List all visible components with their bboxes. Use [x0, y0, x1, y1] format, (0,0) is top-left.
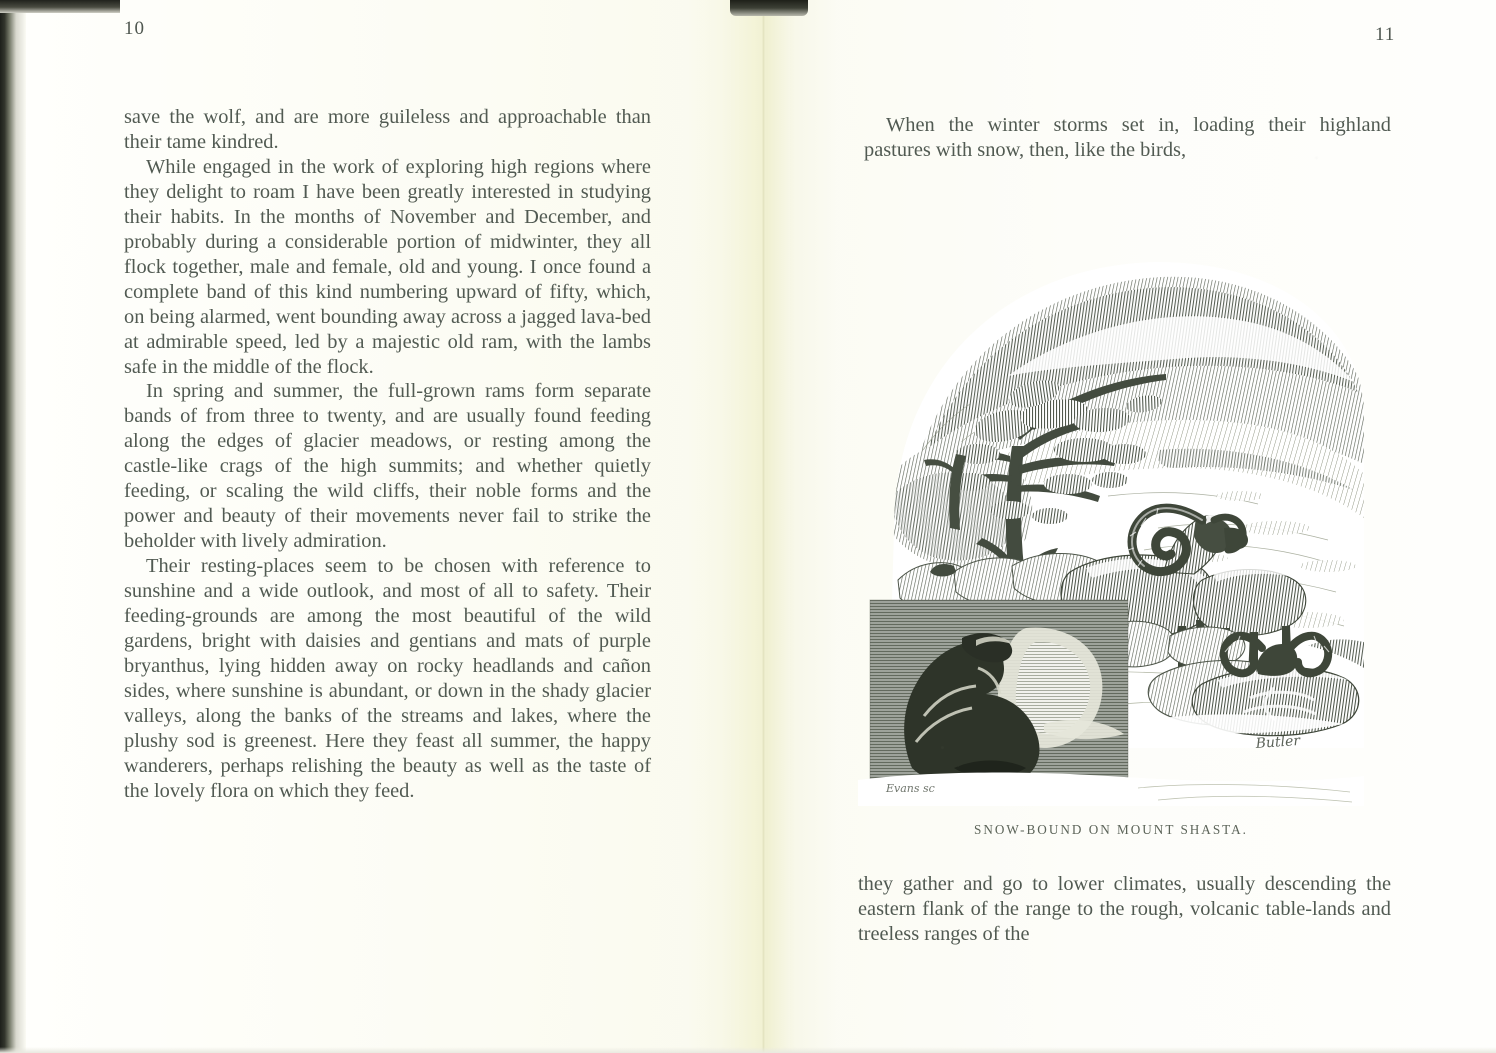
svg-text:Butler: Butler [1255, 732, 1301, 752]
left-page-folio: 10 [124, 18, 145, 39]
paragraph: they gather and go to lower climates, usually descending the eastern flank of the range to the rough, volcanic table-lands and treeless ranges of the [858, 873, 1391, 945]
scanner-top-left-edge [0, 0, 120, 13]
right-page-folio: 11 [1375, 24, 1396, 45]
paragraph: In spring and summer, the full-grown rams form separate bands of from three to twenty, and are usually found feeding along the edges of glacier meadows, or resting among the castle-like crags of the high summits; and whether quietly feeding, or scaling the wild cliffs, their noble forms and the power and beauty of their movements never fail to strike the beholder with lively admiration. [124, 380, 651, 553]
scanner-top-center-edge [730, 0, 808, 16]
right-page-top-text [864, 113, 1391, 163]
paragraph: When the winter storms set in, loading their highland pastures with snow, then, like the birds, [864, 114, 1391, 161]
illustration-caption: SNOW-BOUND ON MOUNT SHASTA. [974, 822, 1248, 837]
scanner-bottom-edge [0, 1047, 1496, 1053]
paragraph: While engaged in the work of exploring high regions where they delight to roam I have been greatly interested in studying their habits. In the months of November and December, and probably during a considerable portion of midwinter, they all flock together, male and female, old and young. I once found a complete band of this kind numbering upward of fifty, which, on being alarmed, went bounding away across a jagged lava-bed at admirable speed, led by a majestic old ram, with the lambs safe in the middle of the flock. [124, 155, 651, 378]
paragraph: save the wolf, and are more guileless and approachable than their tame kindred. [124, 106, 651, 153]
illustration-snow-bound-on-mount-shasta [858, 228, 1364, 806]
scanner-left-edge [0, 0, 26, 1053]
paragraph: Their resting-places seem to be chosen with reference to sunshine and a wide outlook, and most of all to safety. Their feeding-grounds are among the most beautiful of the wild gardens, bright with daisies and gentians and mats of purple bryanthus, lying hidden away on rocky headlands and cañon sides, where sunshine is abundant, or down in the shady glacier valleys, along the banks of the streams and lakes, where the plushy sod is greenest. Here they feast all summer, the happy wanderers, perhaps relishing the beauty as well as the taste of the lovely flora on which they feed. [124, 555, 651, 802]
svg-text:Evans sc: Evans sc [886, 782, 935, 795]
book-binding-line [762, 0, 765, 1053]
left-page-text-column [124, 105, 651, 804]
right-page-bottom-text [858, 872, 1391, 947]
